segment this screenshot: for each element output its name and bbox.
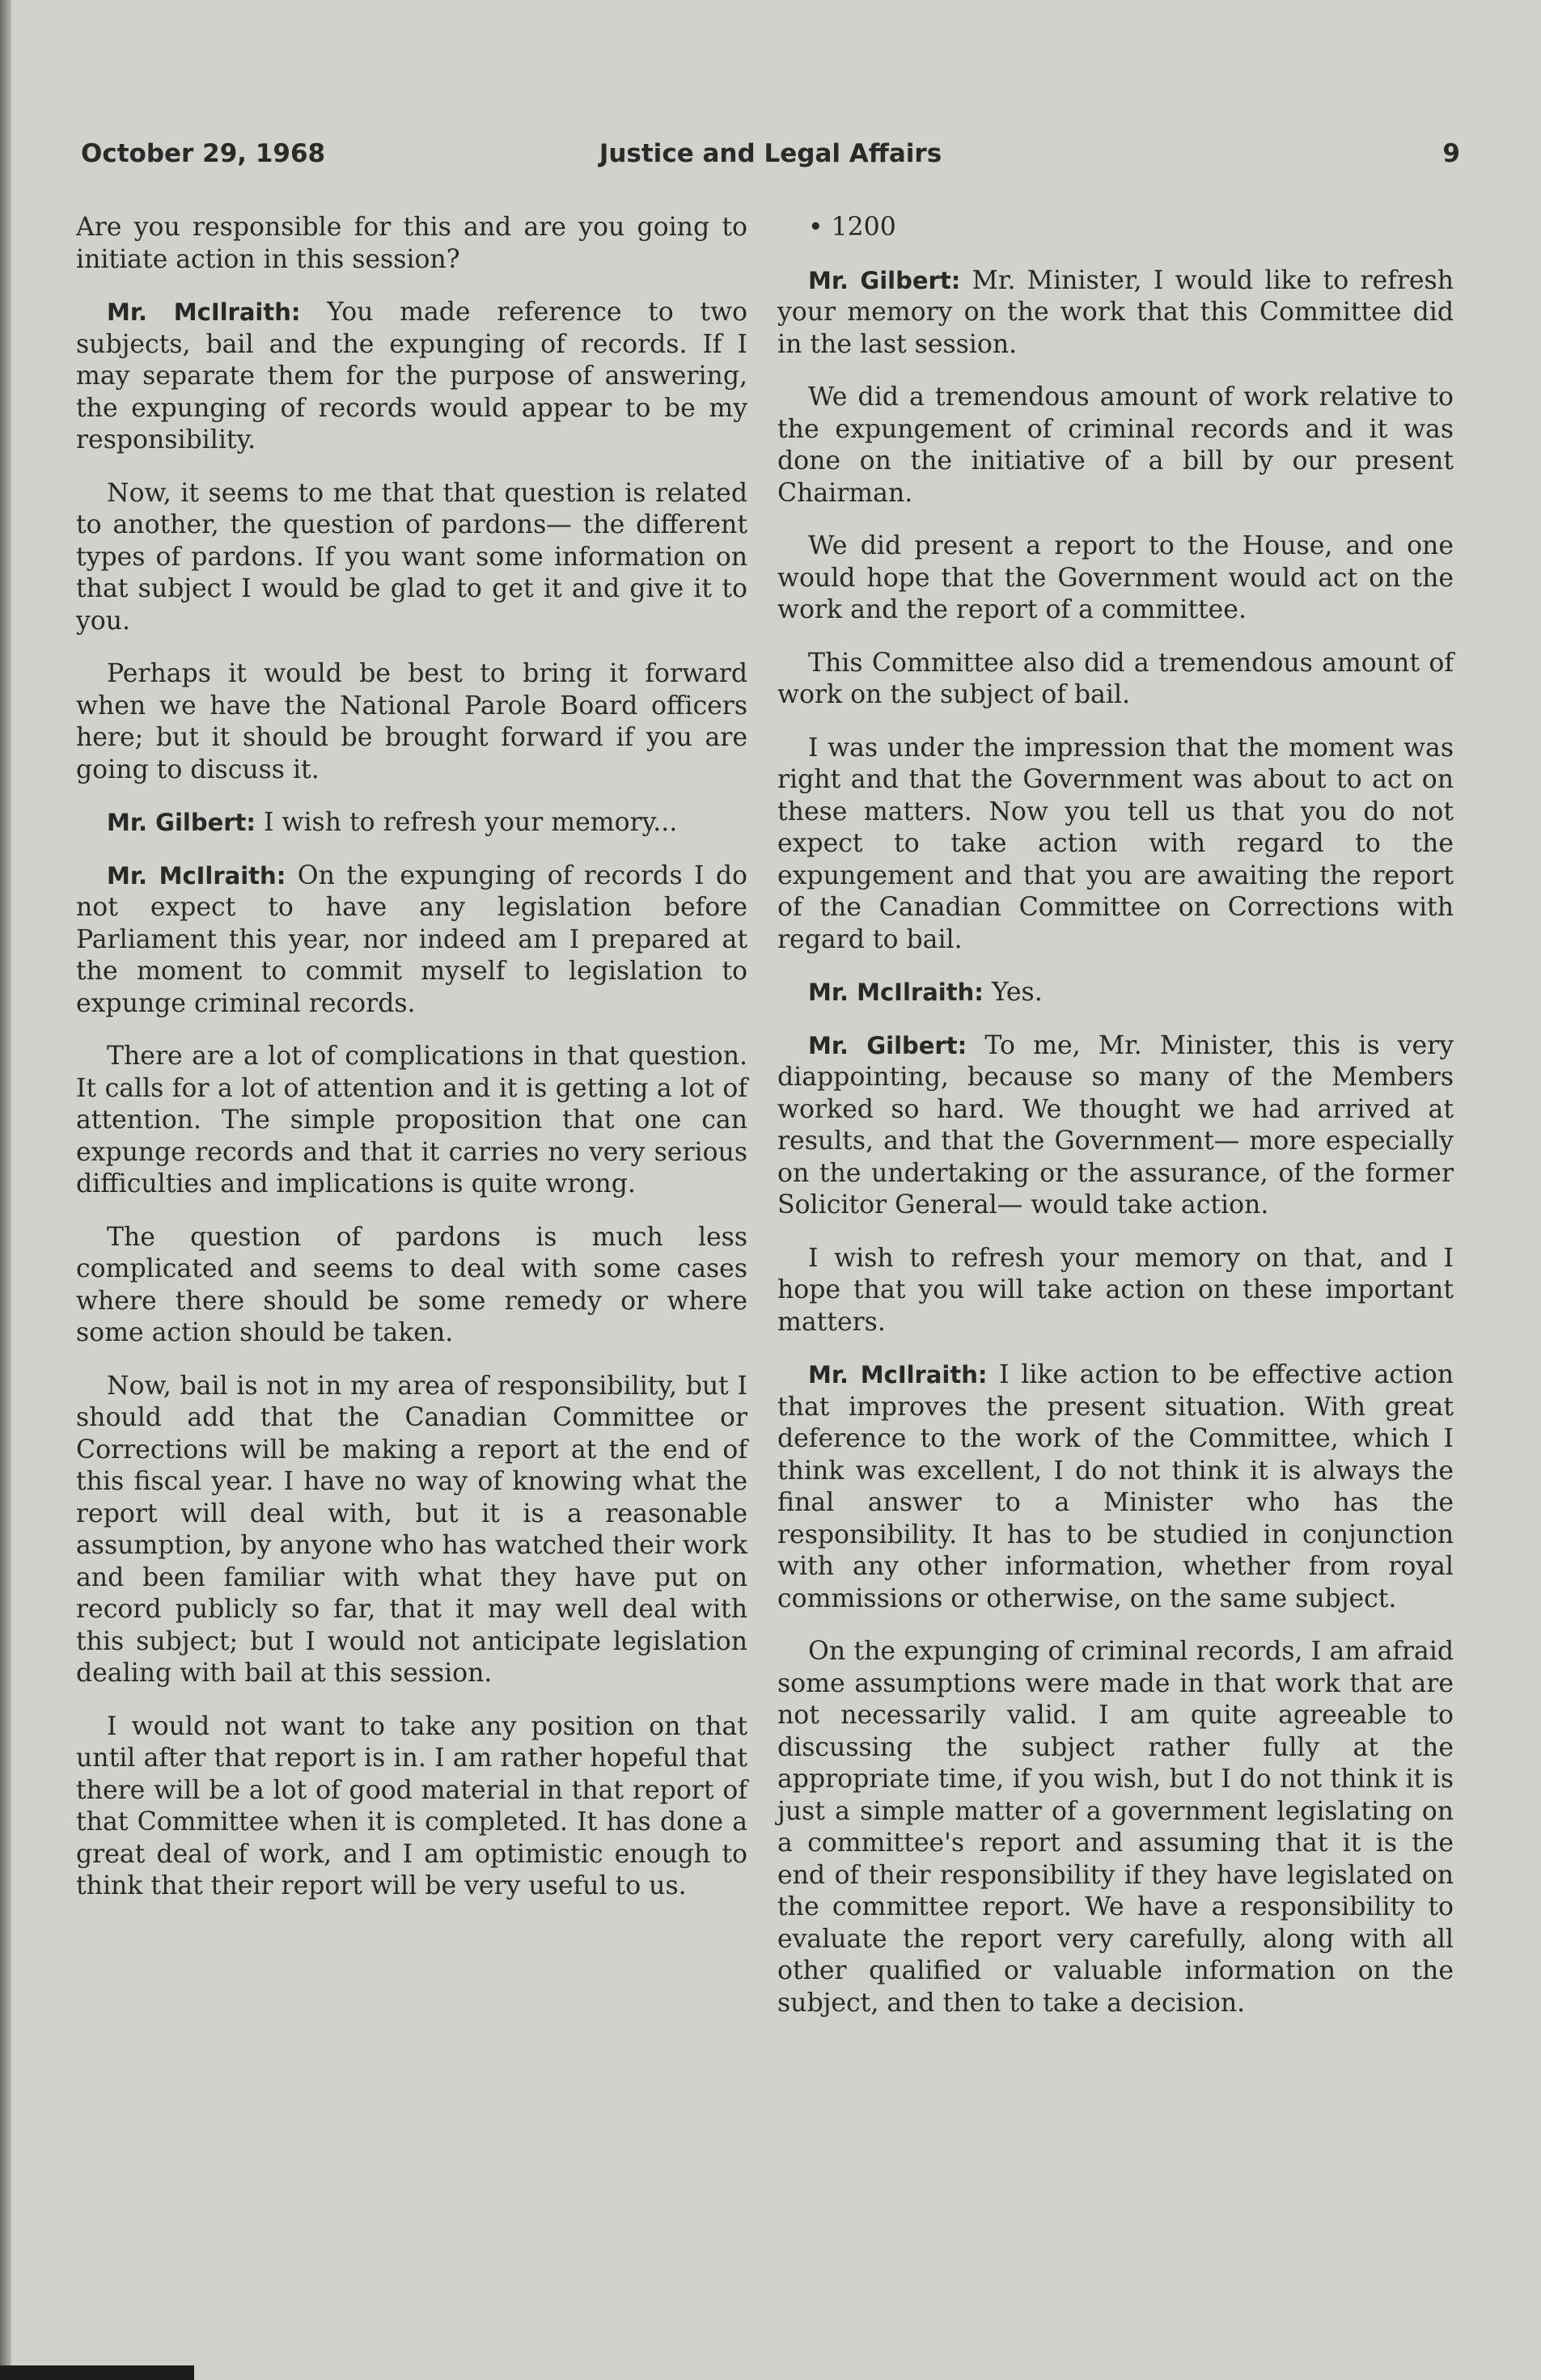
paragraph-text: There are a lot of complications in that question. It calls for a lot of attention and it is getting a lot of attention. The simple proposition that one can expunge records and that it carries no very serious difficulties and implications is quite wrong. (76, 1042, 747, 1198)
paragraph-text: I wish to refresh your memory on that, and I hope that you will take action on these important matters. (777, 1243, 1454, 1337)
paragraph (76, 212, 747, 276)
speaker-name: Mr. Gilbert: (107, 809, 256, 836)
paragraph (76, 807, 747, 839)
page-bottom-edge (0, 2365, 194, 2380)
speaker-name: Mr. McIlraith: (107, 861, 286, 890)
paragraph-text: Perhaps it would be best to bring it forward when we have the National Parole Board officers here; but it should be brought forward if you are going to discuss it. (76, 659, 747, 784)
paragraph-text: Mr. Minister, I would like to refresh your memory on the work that this Committee did in the last session. (777, 265, 1454, 359)
paragraph-text: Are you responsible for this and are you going to initiate action in this session? (76, 213, 747, 274)
paragraph (76, 1222, 747, 1350)
header-title: Justice and Legal Affairs (599, 139, 942, 168)
speaker-name: Mr. Gilbert: (808, 1031, 967, 1059)
paragraph (777, 265, 1454, 361)
paragraph-text: Now, bail is not in my area of responsibility, but I should add that the Canadian Committee or Corrections will be making a report at the end of this fiscal year. I have no way of knowing what the report will deal with, but it is a reasonable assumption, by anyone who has watched their work and been familiar with what they have put on record publicly so far, that it may well deal with this subject; but I would not anticipate legislation dealing with bail at this session. (76, 1371, 747, 1688)
paragraph (777, 977, 1454, 1009)
paragraph (76, 1711, 747, 1903)
paragraph (76, 1371, 747, 1690)
paragraph (777, 1243, 1454, 1339)
paragraph (76, 297, 747, 457)
speaker-name: Mr. McIlraith: (808, 1361, 988, 1389)
paragraph-text: On the expunging of records I do not expect to have any legislation before Parliament this year, nor indeed am I prepared at the moment to commit myself to legislation to expunge criminal records. (76, 860, 747, 1018)
header-date: October 29, 1968 (81, 139, 326, 168)
paragraph-text: I like action to be effective action that improves the present situation. With great deference to the work of the Committee, which I think was excellent, I do not think it is always the final answer to a Minister who has the responsibility. It has to be studied in conjunction with any other information, whether from royal commissions or otherwise, on the same subject. (777, 1360, 1454, 1613)
paragraph-text: To me, Mr. Minister, this is very diappointing, because so many of the Members worked so hard. We thought we had arrived at results, and that the Government— more especially on the undertaking or the assurance, of the former Solicitor General— would take action. (777, 1030, 1454, 1220)
speaker-name: Mr. Gilbert: (808, 266, 961, 294)
paragraph-text: This Committee also did a tremendous amount of work on the subject of bail. (777, 648, 1454, 709)
paragraph (777, 1030, 1454, 1222)
paragraph (777, 382, 1454, 509)
paragraph (777, 531, 1454, 627)
header-page-number: 9 (1442, 139, 1460, 168)
paragraph-text: We did a tremendous amount of work relative to the expungement of criminal records and it was done on the initiative of a bill by our present Chairman. (777, 383, 1454, 508)
paragraph (777, 733, 1454, 957)
speaker-name: Mr. McIlraith: (107, 298, 301, 326)
speaker-name: Mr. McIlraith: (808, 979, 984, 1006)
paragraph-text: You made reference to two subjects, bail and the expunging of records. If I may separate them for the purpose of answering, the expunging of records would appear to be my responsibility. (76, 298, 747, 454)
paragraph-text: We did present a report to the House, and one would hope that the Government would act on the work and the report of a committee. (777, 531, 1454, 624)
right-column (777, 212, 1454, 2040)
paragraph-text: I would not want to take any position on that until after that report is in. I am rather hopeful that there will be a lot of good material in that report of that Committee when it is completed. It has done a great deal of work, and I am optimistic enough to think that their report will be very useful to us. (76, 1711, 747, 1900)
running-header (81, 139, 1460, 176)
paragraph-text: Yes. (991, 978, 1043, 1007)
paragraph (76, 1041, 747, 1201)
time-marker: • 1200 (808, 213, 896, 242)
paragraph-text: I was under the impression that the moment was right and that the Government was about to act on these matters. Now you tell us that you do not expect to take action with regard to the expungement and that you are awaiting the report of the Canadian Committee on Corrections with regard to bail. (777, 733, 1454, 954)
paragraph-text: Now, it seems to me that that question is related to another, the question of pardons— the different types of pardons. If you want some information on that subject I would be glad to get it and give it to you. (76, 478, 747, 636)
page-spine-shadow (0, 0, 11, 2380)
paragraph-text: The question of pardons is much less complicated and seems to deal with some cases where there should be some remedy or where some action should be taken. (76, 1222, 747, 1347)
left-column (76, 212, 747, 1924)
paragraph (777, 1359, 1454, 1615)
paragraph (76, 860, 747, 1021)
paragraph-text: On the expunging of criminal records, I am afraid some assumptions were made in that work that are not necessarily valid. I am quite agreeable to discussing the subject rather fully at the appropriate time, if you wish, but I do not think it is just a simple matter of a government legislating on a committee's report and assuming that it is the end of their responsibility if they have legislated on the committee report. We have a responsibility to evaluate the report very carefully, along with all other qualified or valuable information on the subject, and then to take a decision. (777, 1637, 1454, 2018)
paragraph (777, 648, 1454, 712)
paragraph (76, 658, 747, 786)
paragraph-text: I wish to refresh your memory... (264, 808, 678, 837)
paragraph (777, 1636, 1454, 2019)
paragraph (76, 478, 747, 638)
